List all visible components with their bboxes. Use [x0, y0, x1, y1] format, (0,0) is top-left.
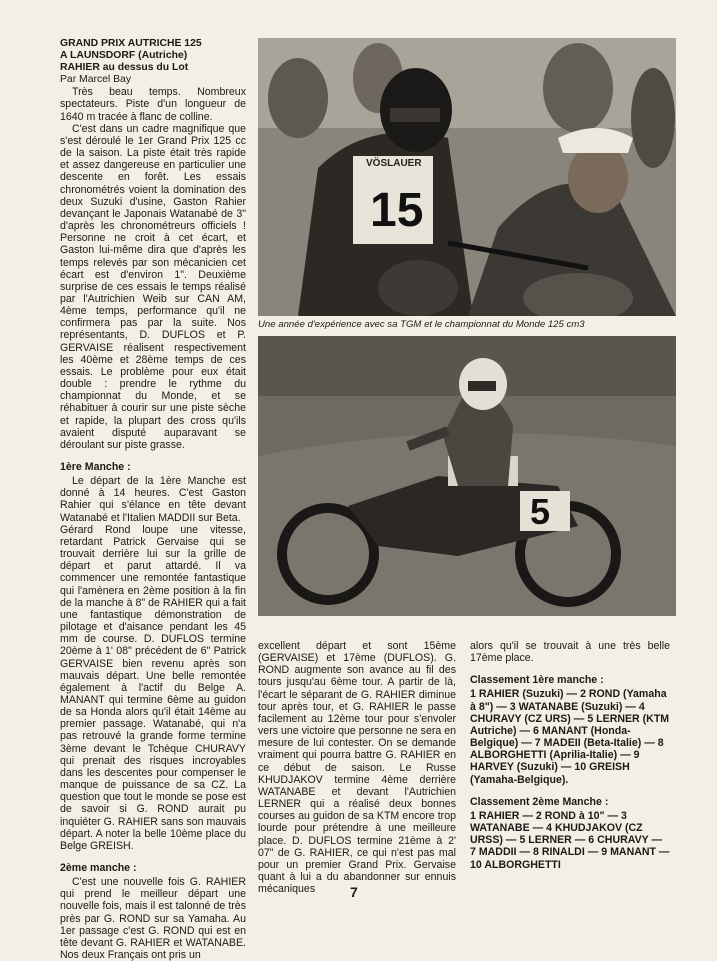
- paragraph: alors qu'il se trouvait à une très belle 17ème place.: [470, 640, 670, 665]
- left-column: [60, 38, 246, 961]
- section-heading-classement2: Classement 2ème Manche :: [470, 795, 609, 808]
- results-classement2: 1 RAHIER — 2 ROND à 10" — 3 WATANABE — 4 KHUDJAKOV (CZ URSS) — 5 LERNER — 6 CHURAVY — 7 MADDII — 8 RINALDI — 9 MANANT — 10 ALBORGHETTI: [470, 809, 670, 871]
- article-header-line1: GRAND PRIX AUTRICHE 125: [60, 38, 202, 49]
- paragraph: Gérard Rond loupe une vitesse, retardant Patrick Gervaise qui se trouvait derrière lui sur la grille de départ et parut attardé. Il va commencer une remontée fantastique qui l'amènera en 2ème position à la fin de la manche à 8" de RAHIER qui a fait une fantastique démonstration de pilotage et d'aisance pendant les 45 mm de course. D. DUFLOS termine 20ème à 1' 08" précédent de 6" Patrick GERVAISE bien revenu après son mauvais départ. Une belle remontée également à l'actif du Belge A. MANANT qui termine 6ème au guidon de sa Honda alors qu'il était 14ème au premier passage. Watanabé, qui n'a pas retrouvé la grande forme termine 3ème devant le Tchèque CHURAVY qui prenait des risques incroyables dans les descentes pour compenser le manque de puissance de sa CZ. La question que tout le monde se pose est de savoir si G. ROND aurait pu inquiéter G. RAHIER sans son mauvais départ. A noter la belle 10ème place du Belge GREISH.: [60, 523, 246, 852]
- paragraph: C'est une nouvelle fois G. RAHIER qui prend le meilleur départ une nouvelle fois, mais il est talonné de très près par G. ROND sur sa Yamaha. Au 1er passage c'est G. ROND qui est en tête devant G. RAHIER et WATANABE. Nos deux Français ont pris un: [60, 876, 246, 961]
- page-number: 7: [350, 884, 358, 900]
- article-header-line2: A LAUNSDORF (Autriche): [60, 50, 188, 61]
- paragraph: Très beau temps. Nombreux spectateurs. Piste d'un longueur de 1640 m tracée à flanc de colline.: [60, 86, 246, 123]
- section-heading-manche2: 2ème manche :: [60, 862, 137, 874]
- photo1-caption: Une année d'expérience avec sa TGM et le championnat du Monde 125 cm3: [258, 319, 585, 330]
- section-heading-classement1: Classement 1ère manche :: [470, 674, 604, 687]
- section-heading-manche1: 1ère Manche :: [60, 461, 131, 473]
- paragraph: excellent départ et sont 15ème (GERVAISE) et 17ème (DUFLOS). G. ROND augmente son avance au fil des tours jusqu'au 6ème tour. A partir de là, l'écart le séparant de G. RAHIER diminue tour après tour, et G. RAHIER le passe facilement au 12ème tour pour s'envoler vers une victoire que personne ne sera en mesure de lui contester. On se demande vraiment qui pourra battre G. RAHIER en ce début de saison. Le Russe KHUDJAKOV termine 4ème derrière WATANABE et devant l'Autrichien LERNER qui a réalisé deux bonnes courses au guidon de sa KTM encore trop lourde pour prétendre à une meilleure place. D. DUFLOS termine 21ème à 2' 07" de G. RAHIER, ce qui n'est pas mal pour un premier Grand Prix. Gervaise quant à lui a du abandonner sur ennuis mécaniques: [258, 640, 456, 896]
- article-subtitle: RAHIER au dessus du Lot: [60, 62, 189, 73]
- photo-rider-and-mechanic: [258, 38, 676, 316]
- middle-column: [258, 640, 456, 895]
- right-column: [470, 640, 670, 871]
- results-classement1: 1 RAHIER (Suzuki) — 2 ROND (Yamaha à 8") — 3 WATANABE (Suzuki) — 4 CHURAVY (CZ URS) — 5 LERNER (KTM Autriche) — 6 MANANT (Honda-Belgique) — 7 MADEII (Beta-Italie) — 8 ALBORGHETTI (Aprilia-Italie) — 9 HARVEY (Suzuki) — 10 GREISH (Yamaha-Belgique).: [470, 688, 670, 786]
- article-byline: Par Marcel Bay: [60, 74, 132, 86]
- photo1-sponsor-text: VÖSLAUER: [366, 158, 422, 169]
- paragraph: Le départ de la 1ère Manche est donné à 14 heures. C'est Gaston Rahier qui s'élance en tête devant Watanabé et l'Italien MADDII sur Beta.: [60, 475, 246, 524]
- photo2-bib-number: 5: [530, 491, 551, 532]
- paragraph: C'est dans un cadre magnifique que s'est déroulé le 1er Grand Prix 125 cc de la saison. La piste était très rapide et assez dangereuse en particulier une descente en forêt. Les essais chronométrés voient la domination des deux Suzuki d'usine, Gaston Rahier devançant le Japonais Watanabé de 3" d'après les chronométreurs officiels ! Personne ne croit à cet écart, et Gaston lui-même dira que d'après les temps relevés par son mécanicien cet écart est d'environ 1". Deuxième surprise de ces essais le temps réalisé par l'Autrichien Weib sur CAN AM, 4ème temps, performance qu'il ne confirmera pas par la suite. Nos représentants, D. DUFLOS et P. GERVAISE réalisent respectivement les 40ème et 28ème temps de ces essais. Le problème pour eux était double : prendre le rythme du championnat du Monde, et se réhabituer à courir sur une piste sèche et rapide, la plupart des cross qu'ils avaient disputé auparavant se déroulant sur piste grasse.: [60, 122, 246, 451]
- photo1-bib-number: 15: [370, 184, 424, 237]
- photo-rider-on-track: [258, 336, 676, 616]
